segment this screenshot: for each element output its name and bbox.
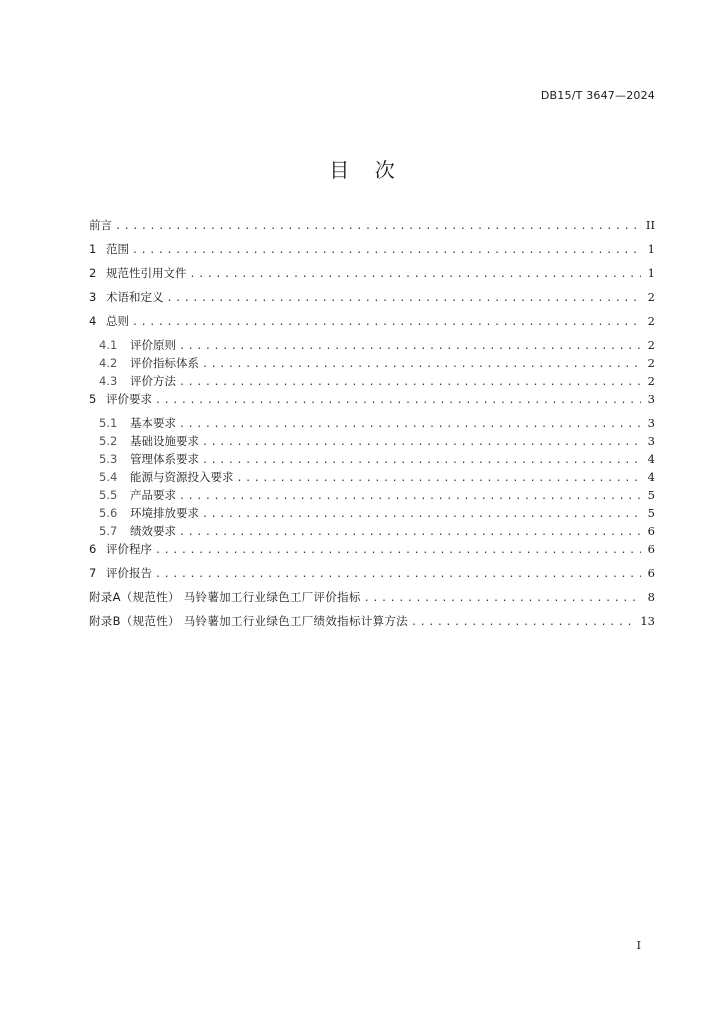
toc-entry-number: 7 [89, 567, 97, 580]
toc-entry[interactable] [89, 315, 655, 339]
toc-leader-dots [155, 544, 641, 557]
toc-entry-number: 3 [89, 291, 97, 304]
toc-leader-dots [202, 454, 641, 467]
toc-leader-dots [411, 616, 634, 629]
toc-leader-dots [179, 526, 641, 539]
toc-entry[interactable] [89, 243, 655, 267]
toc-entry[interactable] [89, 489, 655, 507]
toc-leader-dots [115, 220, 640, 233]
toc-entry-page: 2 [647, 339, 655, 352]
toc-leader-dots [202, 358, 641, 371]
toc-entry-page: 5 [647, 489, 655, 502]
toc-entry-page: 6 [647, 525, 655, 538]
toc-entry-label: 前言 [89, 219, 112, 232]
toc-leader-dots [179, 376, 641, 389]
toc-entry-label: 绩效要求 [130, 525, 176, 538]
toc-entry[interactable] [89, 435, 655, 453]
toc-entry-number: 5.7 [99, 525, 118, 538]
toc-entry[interactable] [89, 375, 655, 393]
toc-entry-number: 5.1 [99, 417, 118, 430]
toc-entry-page: 6 [647, 543, 655, 556]
toc-leader-dots [155, 394, 641, 407]
toc-leader-dots [155, 568, 641, 581]
toc-leader-dots [179, 418, 641, 431]
toc-leader-dots [237, 472, 642, 485]
toc-entry-page: 2 [647, 357, 655, 370]
toc-entry[interactable] [89, 393, 655, 417]
toc-entry-page: 4 [647, 471, 655, 484]
toc-leader-dots [132, 316, 641, 329]
toc-entry-number: 4.2 [99, 357, 118, 370]
toc-entry-label: 范围 [106, 243, 129, 256]
toc-entry[interactable] [89, 591, 655, 615]
toc-entry-number: 1 [89, 243, 97, 256]
toc-entry-page: 3 [647, 393, 655, 406]
toc-entry-label: 能源与资源投入要求 [130, 471, 234, 484]
toc-leader-dots [167, 292, 642, 305]
toc-entry-number: 5.2 [99, 435, 118, 448]
toc-entry-number: 5.6 [99, 507, 118, 520]
toc-entry-page: 2 [647, 375, 655, 388]
toc-leader-dots [179, 490, 641, 503]
toc-leader-dots [190, 268, 642, 281]
toc-entry-label: 基础设施要求 [130, 435, 199, 448]
toc-entry[interactable] [89, 567, 655, 591]
table-of-contents [89, 219, 655, 639]
toc-entry-label: 评价方法 [130, 375, 176, 388]
toc-leader-dots [202, 436, 641, 449]
toc-entry[interactable] [89, 471, 655, 489]
toc-entry-page: 3 [647, 417, 655, 430]
toc-entry-page: 3 [647, 435, 655, 448]
toc-entry-label: 总则 [106, 315, 129, 328]
toc-entry-number: 5.3 [99, 453, 118, 466]
toc-entry-page: II [645, 219, 655, 232]
toc-entry-page: 4 [647, 453, 655, 466]
toc-entry-page: 2 [647, 291, 655, 304]
toc-entry[interactable] [89, 291, 655, 315]
toc-entry[interactable] [89, 267, 655, 291]
toc-entry[interactable] [89, 543, 655, 567]
toc-entry-page: 5 [647, 507, 655, 520]
toc-entry-page: 8 [647, 591, 655, 604]
toc-entry-number: 2 [89, 267, 97, 280]
toc-entry[interactable] [89, 507, 655, 525]
toc-entry-number: 5.5 [99, 489, 118, 502]
toc-entry-label: 评价原则 [130, 339, 176, 352]
toc-entry-page: 2 [647, 315, 655, 328]
toc-entry-label: 附录B（规范性） 马铃薯加工行业绿色工厂绩效指标计算方法 [89, 615, 408, 628]
toc-entry-page: 6 [647, 567, 655, 580]
toc-entry[interactable] [89, 525, 655, 543]
toc-entry-label: 基本要求 [130, 417, 176, 430]
toc-entry-label: 管理体系要求 [130, 453, 199, 466]
toc-entry-number: 4.1 [99, 339, 118, 352]
toc-entry-number: 4 [89, 315, 97, 328]
toc-entry-label: 规范性引用文件 [106, 267, 187, 280]
toc-entry-page: 1 [647, 267, 655, 280]
toc-entry-number: 6 [89, 543, 97, 556]
toc-entry-label: 环境排放要求 [130, 507, 199, 520]
footer-page-number: I [636, 939, 641, 952]
page-title: 目 次 [329, 158, 395, 182]
document-code: DB15/T 3647—2024 [540, 89, 655, 102]
toc-entry-number: 5 [89, 393, 97, 406]
toc-entry[interactable] [89, 219, 655, 243]
toc-entry[interactable] [89, 615, 655, 639]
toc-entry-label: 评价报告 [106, 567, 152, 580]
toc-leader-dots [202, 508, 641, 521]
toc-entry-label: 评价要求 [106, 393, 152, 406]
toc-entry[interactable] [89, 417, 655, 435]
toc-entry-number: 5.4 [99, 471, 118, 484]
toc-leader-dots [364, 592, 641, 605]
toc-entry[interactable] [89, 357, 655, 375]
toc-entry-label: 术语和定义 [106, 291, 164, 304]
toc-entry-label: 评价指标体系 [130, 357, 199, 370]
toc-leader-dots [132, 244, 641, 257]
toc-entry-label: 附录A（规范性） 马铃薯加工行业绿色工厂评价指标 [89, 591, 361, 604]
toc-entry[interactable] [89, 339, 655, 357]
toc-entry-page: 1 [647, 243, 655, 256]
toc-entry[interactable] [89, 453, 655, 471]
toc-entry-label: 评价程序 [106, 543, 152, 556]
toc-leader-dots [179, 340, 641, 353]
toc-entry-number: 4.3 [99, 375, 118, 388]
toc-entry-page: 13 [640, 615, 655, 628]
toc-entry-label: 产品要求 [130, 489, 176, 502]
